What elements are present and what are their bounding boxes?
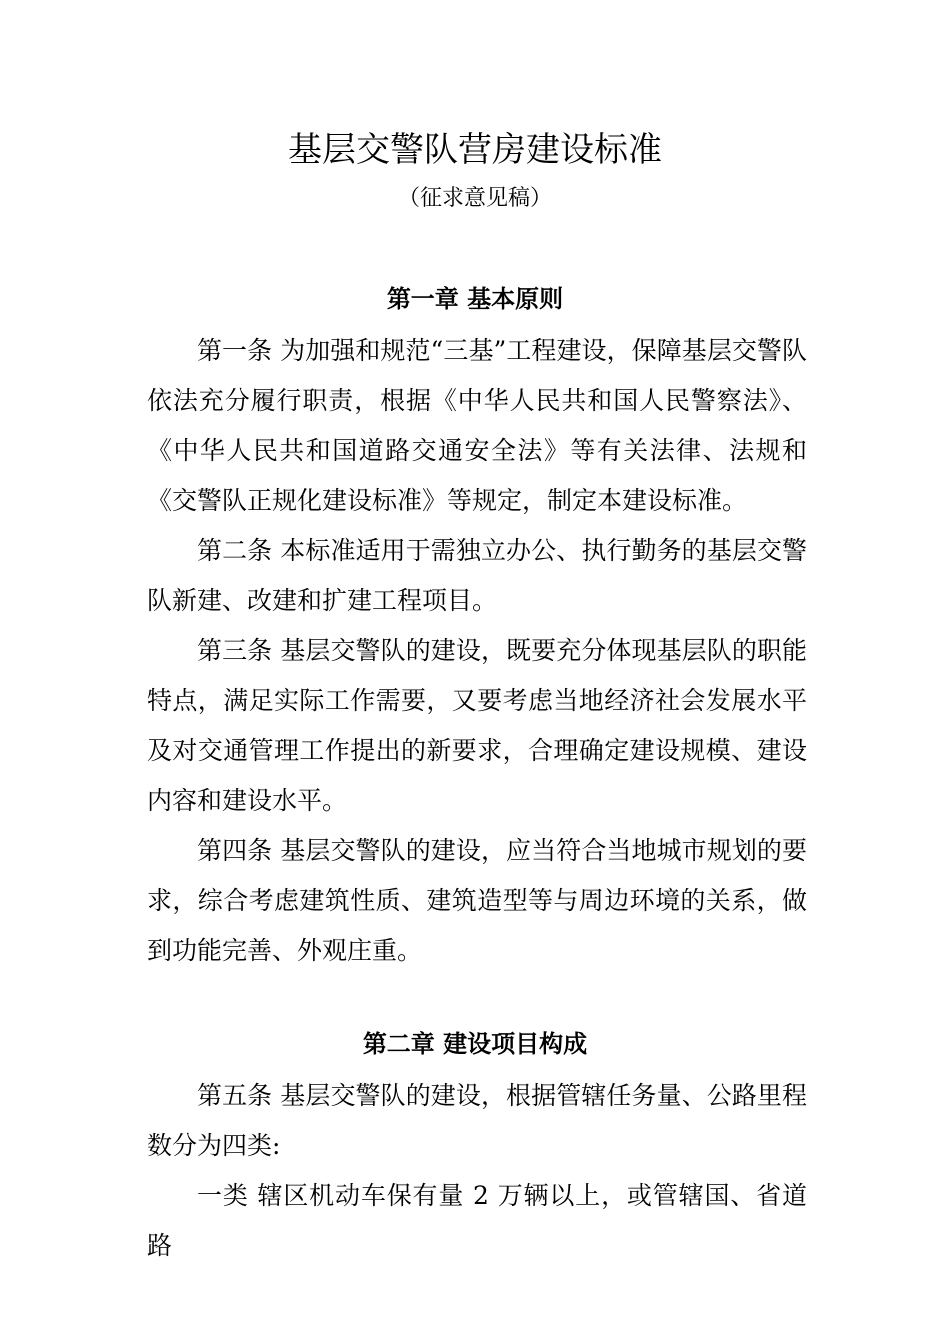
article-paragraph: 第三条 基层交警队的建设，既要充分体现基层队的职能特点，满足实际工作需要，又要考虑当地经济社会发展水平及对交通管理工作提出的新要求，合理确定建设规模、建设内容和建设水平。 — [147, 636, 807, 815]
chapter-heading: 第二章 建设项目构成 — [362, 1030, 588, 1058]
chapter-body — [147, 326, 807, 976]
document-subtitle: （征求意见稿） — [397, 186, 552, 211]
article-paragraph: 第一条 为加强和规范“三基”工程建设，保障基层交警队依法充分履行职责，根据《中华人民共和国人民警察法》、《中华人民共和国道路交通安全法》等有关法律、法规和《交警队正规化建设标准》等规定，制定本建设标准。 — [147, 336, 807, 515]
article-paragraph: 第四条 基层交警队的建设，应当符合当地城市规划的要求，综合考虑建筑性质、建筑造型等与周边环境的关系，做到功能完善、外观庄重。 — [147, 836, 807, 965]
document-title: 基层交警队营房建设标准 — [288, 130, 662, 170]
chapter-heading: 第一章 基本原则 — [386, 285, 564, 313]
article-paragraph: 第二条 本标准适用于需独立办公、执行勤务的基层交警队新建、改建和扩建工程项目。 — [147, 536, 807, 615]
article-paragraph: 第五条 基层交警队的建设，根据管辖任务量、公路里程数分为四类: — [147, 1081, 807, 1160]
article-paragraph: 一类 辖区机动车保有量 2 万辆以上，或管辖国、省道路 — [147, 1181, 807, 1260]
chapter-body — [147, 1071, 807, 1271]
